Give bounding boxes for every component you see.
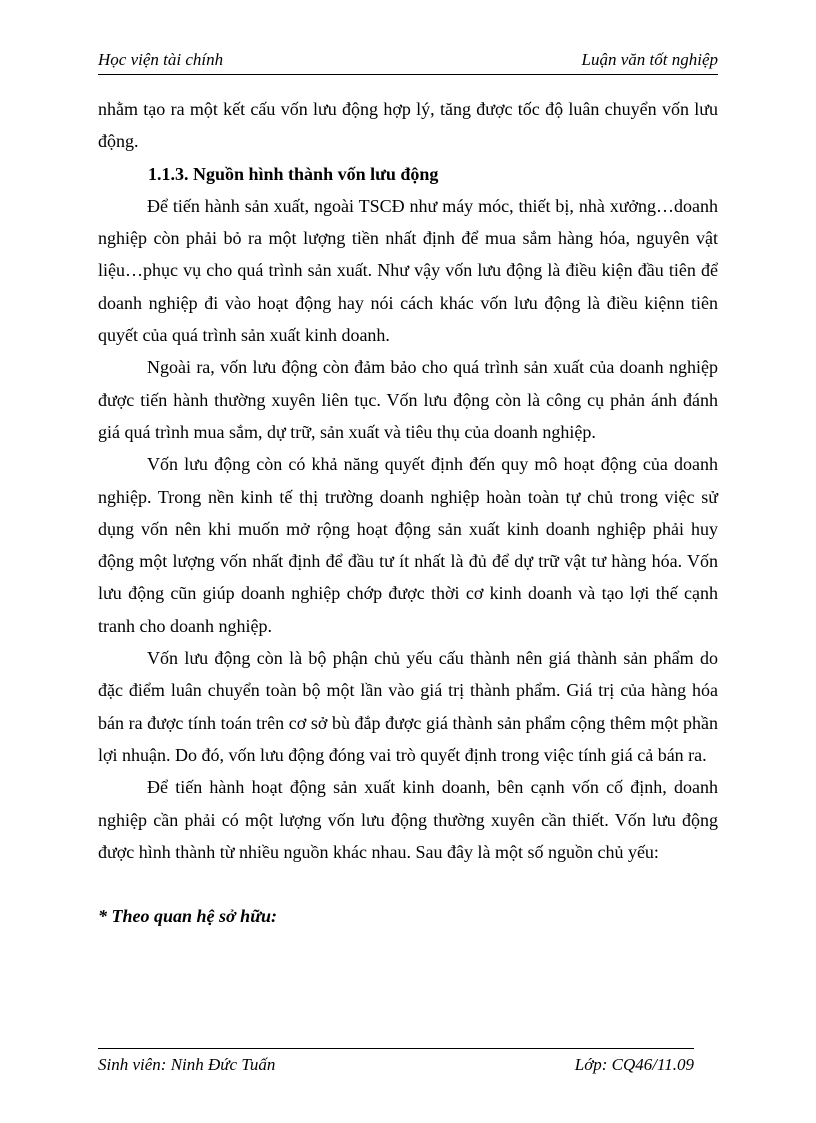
paragraph-1: Để tiến hành sản xuất, ngoài TSCĐ như máy móc, thiết bị, nhà xưởng…doanh nghiệp còn phải bỏ ra một lượng tiền nhất định để mua sắm hàng hóa, nguyên vật liệu…phục vụ cho quá trình sản xuất. Như vậy vốn lưu động là điều kiện đầu tiên để doanh nghiệp đi vào hoạt động hay nói cách khác vốn lưu động là điều kiệnn tiên quyết của quá trình sản xuất kinh doanh. (98, 195, 718, 346)
footer-class: Lớp: CQ46/11.09 (574, 1055, 694, 1074)
header-document-type: Luận văn tốt nghiệp (581, 50, 718, 69)
page-footer (98, 1048, 694, 1074)
section-heading: 1.1.3. Nguồn hình thành vốn lưu động (148, 163, 439, 184)
paragraph-5: Để tiến hành hoạt động sản xuất kinh doanh, bên cạnh vốn cố định, doanh nghiệp cần phải có một lượng vốn lưu động thường xuyên cần thiết. Vốn lưu động được hình thành từ nhiều nguồn khác nhau. Sau đây là một số nguồn chủ yếu: (98, 777, 718, 862)
header-institution: Học viện tài chính (98, 50, 224, 69)
paragraph-4: Vốn lưu động còn là bộ phận chủ yếu cấu thành nên giá thành sản phẩm do đặc điểm luân chuyển toàn bộ một lần vào giá trị thành phẩm. Giá trị của hàng hóa bán ra được tính toán trên cơ sở bù đắp được giá thành sản phẩm cộng thêm một phần lợi nhuận. Do đó, vốn lưu động đóng vai trò quyết định trong việc tính giá cả bán ra. (98, 648, 718, 765)
paragraph-continued: nhằm tạo ra một kết cấu vốn lưu động hợp lý, tăng được tốc độ luân chuyển vốn lưu động. (98, 99, 718, 152)
paragraph-2: Ngoài ra, vốn lưu động còn đảm bảo cho quá trình sản xuất của doanh nghiệp được tiến hành thường xuyên liên tục. Vốn lưu động còn là công cụ phản ánh đánh giá quá trình mua sắm, dự trữ, sản xuất và tiêu thụ của doanh nghiệp. (98, 357, 718, 442)
subsection-heading: * Theo quan hệ sở hữu: (98, 906, 277, 927)
paragraph-3: Vốn lưu động còn có khả năng quyết định đến quy mô hoạt động của doanh nghiệp. Trong nền kinh tế thị trường doanh nghiệp hoàn toàn tự chủ trong việc sử dụng vốn nên khi muốn mở rộng hoạt động sản xuất kinh doanh nghiệp phải huy động một lượng vốn nhất định để đầu tư ít nhất là đủ để dự trữ vật tư hàng hóa. Vốn lưu động cũn giúp doanh nghiệp chớp được thời cơ kinh doanh và tạo lợi thế cạnh tranh cho doanh nghiệp. (98, 454, 718, 636)
footer-student: Sinh viên: Ninh Đức Tuấn (98, 1055, 276, 1074)
page-header (98, 48, 718, 75)
page-body (98, 93, 718, 932)
